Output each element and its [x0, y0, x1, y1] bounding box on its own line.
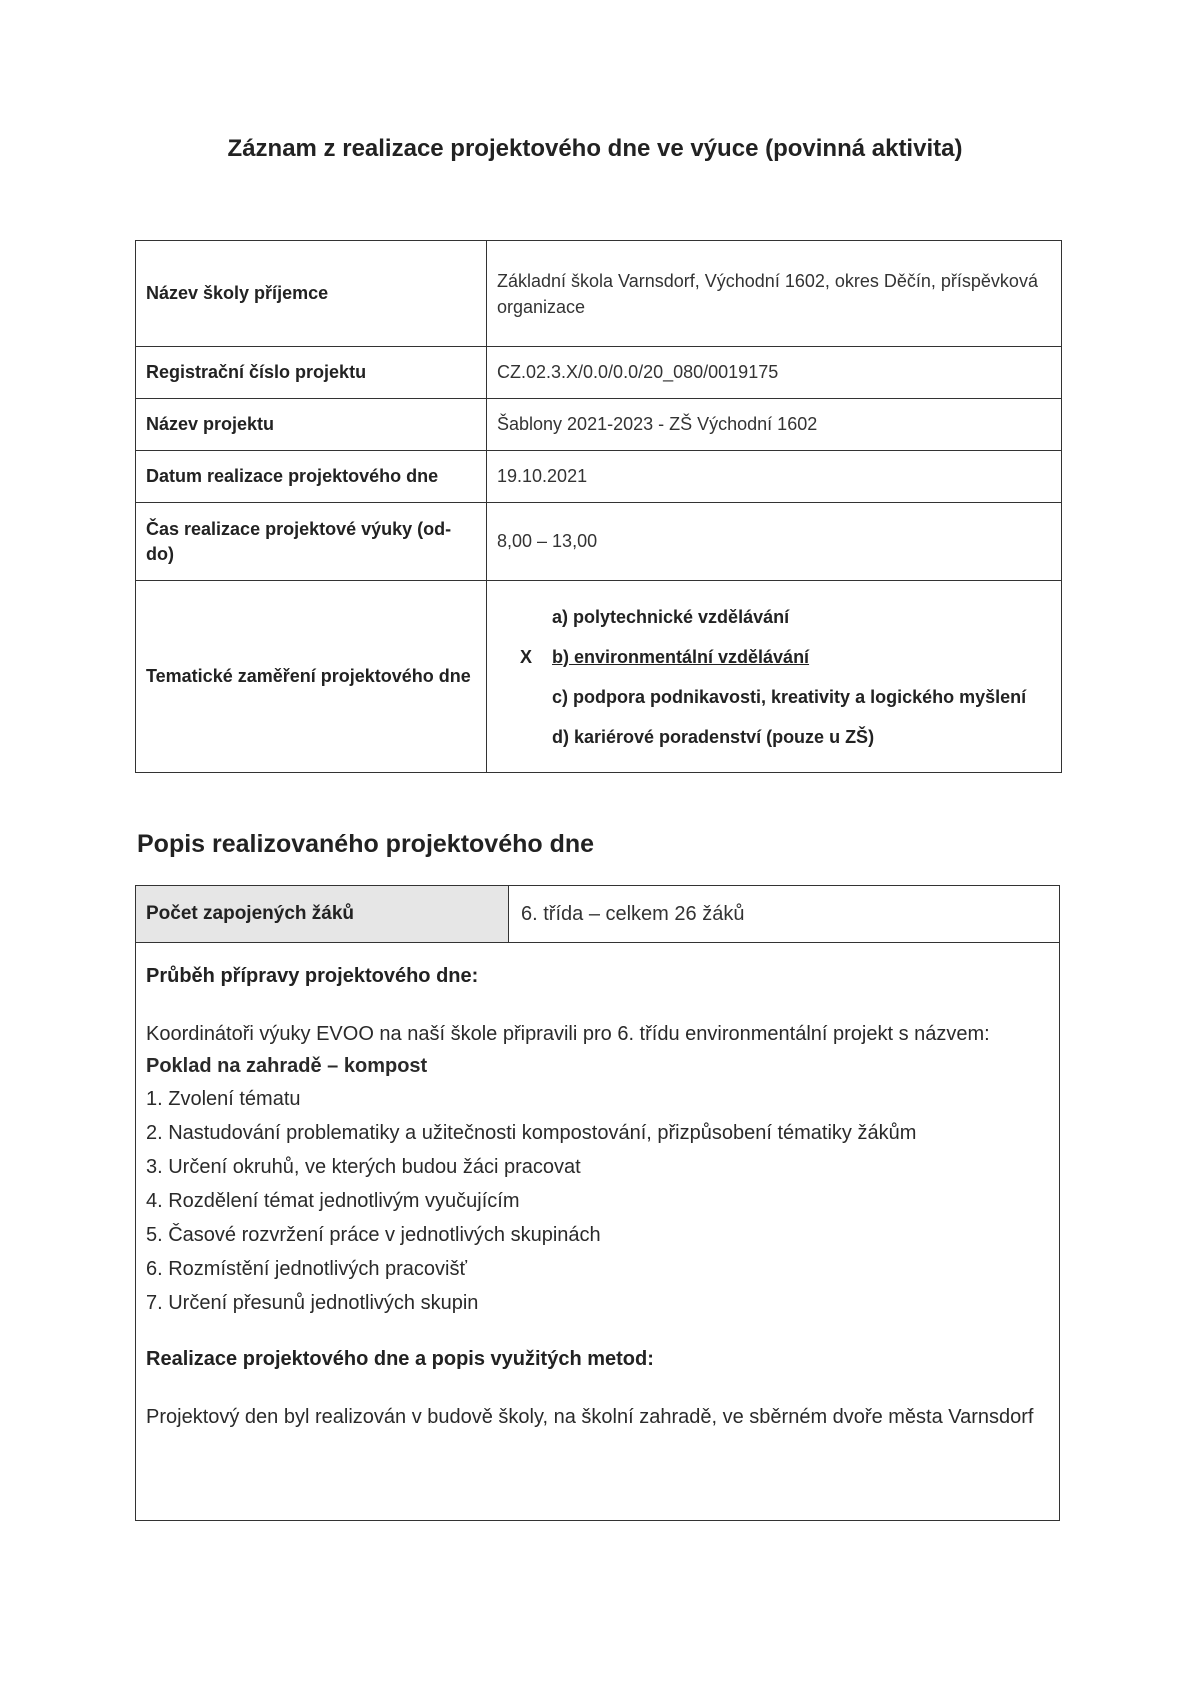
preparation-steps [146, 1082, 1049, 1320]
student-count-row [136, 886, 1059, 943]
info-row-topic [136, 581, 1062, 773]
info-label: Datum realizace projektového dne [136, 451, 487, 503]
document-title: Záznam z realizace projektového dne ve výuce (povinná aktivita) [227, 135, 963, 162]
list-item: 2. Nastudování problematiky a užitečnosti kompostování, přizpůsobení tématiky žákům [146, 1122, 917, 1144]
project-info-table [135, 240, 1062, 773]
info-row-school [136, 241, 1062, 347]
info-row-project-name [136, 399, 1062, 451]
info-label: Název projektu [136, 399, 487, 451]
topic-option: d) kariérové poradenství (pouze u ZŠ) [552, 726, 875, 747]
info-value: Šablony 2021-2023 - ZŠ Východní 1602 [487, 399, 1062, 451]
topic-option: c) podpora podnikavosti, kreativity a logického myšlení [552, 686, 1027, 707]
info-label: Název školy příjemce [136, 241, 487, 347]
info-value: 8,00 – 13,00 [487, 503, 1062, 581]
info-label: Tematické zaměření projektového dne [136, 581, 487, 773]
info-row-registration [136, 347, 1062, 399]
realization-text: Projektový den byl realizován v budově školy, na školní zahradě, ve sběrném dvoře města Varnsdorf [146, 1406, 1034, 1428]
info-label: Čas realizace projektové výuky (od-do) [136, 503, 487, 581]
student-count-label: Počet zapojených žáků [136, 886, 509, 942]
selected-mark: X [520, 646, 533, 667]
list-item: 7. Určení přesunů jednotlivých skupin [146, 1292, 479, 1314]
list-item: 4. Rozdělení témat jednotlivým vyučujícím [146, 1190, 520, 1212]
section-heading: Popis realizovaného projektového dne [137, 830, 595, 858]
info-row-date [136, 451, 1062, 503]
list-item: 1. Zvolení tématu [146, 1088, 301, 1110]
list-item: 6. Rozmístění jednotlivých pracovišť [146, 1258, 467, 1280]
topic-option: a) polytechnické vzdělávání [552, 606, 790, 627]
info-value: Základní škola Varnsdorf, Východní 1602, okres Děčín, příspěvková organizace [487, 241, 1062, 347]
info-value: 19.10.2021 [487, 451, 1062, 503]
description-box [135, 885, 1060, 1521]
list-item: 5. Časové rozvržení práce v jednotlivých skupinách [146, 1224, 601, 1246]
project-title: Poklad na zahradě – kompost [146, 1055, 428, 1077]
student-count-value: 6. třída – celkem 26 žáků [521, 902, 745, 925]
info-row-time [136, 503, 1062, 581]
topic-options [487, 581, 1062, 773]
preparation-intro: Koordinátoři výuky EVOO na naší škole připravili pro 6. třídu environmentální projekt s názvem: [146, 1023, 990, 1045]
topic-option-selected: X b) environmentální vzdělávání [552, 637, 1051, 677]
realization-heading: Realizace projektového dne a popis využitých metod: [146, 1348, 654, 1370]
preparation-heading: Průběh přípravy projektového dne: [146, 965, 479, 987]
description-body [136, 943, 1059, 1433]
info-label: Registrační číslo projektu [136, 347, 487, 399]
info-value: CZ.02.3.X/0.0/0.0/20_080/0019175 [487, 347, 1062, 399]
list-item: 3. Určení okruhů, ve kterých budou žáci pracovat [146, 1156, 581, 1178]
